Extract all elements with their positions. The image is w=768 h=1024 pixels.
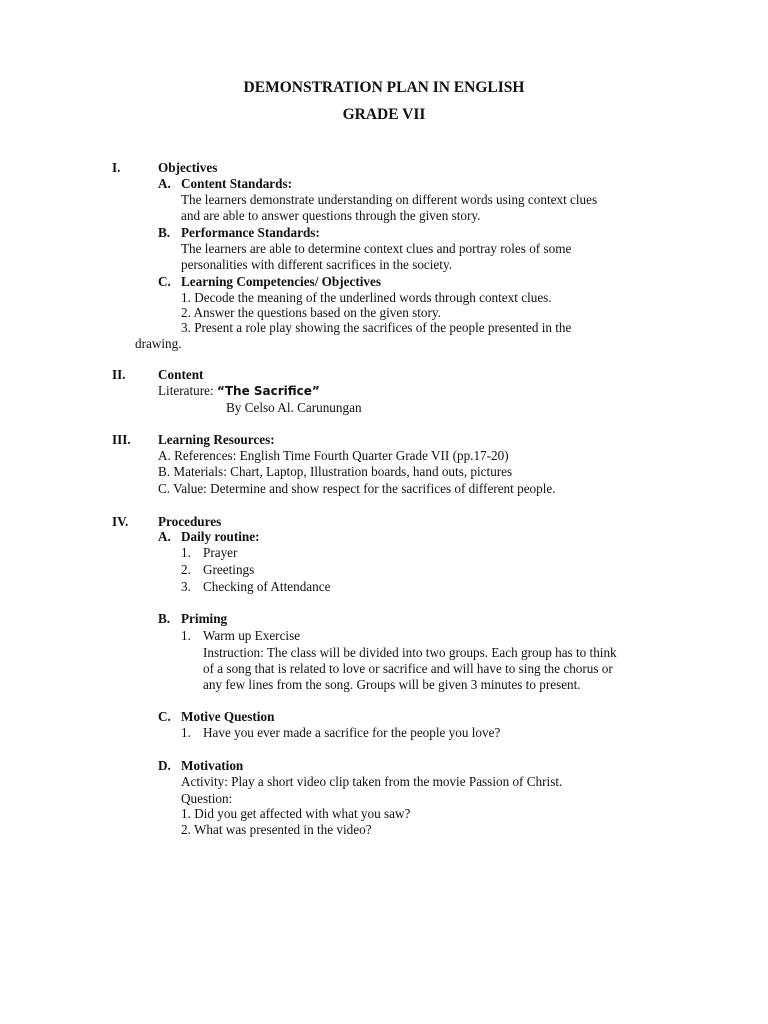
objective-b-line: The learners are able to determine context clues and portray roles of some: [181, 241, 572, 256]
priming-item-number: 1.: [181, 628, 191, 643]
objective-b-line: personalities with different sacrifices in the society.: [181, 257, 452, 272]
section-2-heading: Content: [158, 367, 204, 382]
motivation-question: 2. What was presented in the video?: [181, 822, 372, 837]
document-title: DEMONSTRATION PLAN IN ENGLISH: [243, 79, 525, 96]
routine-item-number: 1.: [181, 545, 191, 560]
motivation-question: 1. Did you get affected with what you saw?: [181, 806, 411, 821]
literature-line: [158, 383, 320, 399]
objective-b-letter: B.: [158, 225, 171, 240]
section-1-number: I.: [112, 160, 121, 175]
motive-question-number: 1.: [181, 725, 191, 740]
section-1-heading: Objectives: [158, 160, 218, 175]
procedure-c-title: Motive Question: [181, 709, 275, 724]
section-3-heading: Learning Resources:: [158, 432, 275, 447]
literature-title: “The Sacrifice”: [216, 384, 320, 398]
routine-item: Greetings: [203, 562, 255, 577]
procedure-a-letter: A.: [158, 529, 171, 544]
objective-a-line: The learners demonstrate understanding on different words using context clues: [181, 192, 598, 207]
objective-c-letter: C.: [158, 274, 171, 289]
priming-item: Warm up Exercise: [203, 628, 301, 643]
competency-item: 1. Decode the meaning of the underlined words through context clues.: [181, 290, 552, 305]
procedure-a-title: Daily routine:: [181, 529, 260, 544]
section-4-heading: Procedures: [158, 514, 222, 529]
procedure-d-title: Motivation: [181, 758, 244, 773]
competency-item: 3. Present a role play showing the sacrifices of the people presented in the: [181, 320, 572, 335]
literature-author: By Celso Al. Carunungan: [226, 400, 362, 415]
priming-instruction-line: any few lines from the song. Groups will be given 3 minutes to present.: [203, 677, 581, 692]
objective-c-title: Learning Competencies/ Objectives: [181, 274, 381, 289]
motivation-activity: Activity: Play a short video clip taken from the movie Passion of Christ.: [181, 774, 563, 789]
motivation-question-label: Question:: [181, 791, 233, 806]
routine-item: Prayer: [203, 545, 238, 560]
procedure-c-letter: C.: [158, 709, 171, 724]
resource-item: C. Value: Determine and show respect for the sacrifices of different people.: [158, 481, 556, 496]
objective-b-title: Performance Standards:: [181, 225, 320, 240]
routine-item-number: 2.: [181, 562, 191, 577]
priming-instruction-line: of a song that is related to love or sacrifice and will have to sing the chorus or: [203, 661, 613, 676]
competency-item: 2. Answer the questions based on the given story.: [181, 305, 441, 320]
objective-a-letter: A.: [158, 176, 171, 191]
procedure-d-letter: D.: [158, 758, 171, 773]
priming-instruction-line: Instruction: The class will be divided into two groups. Each group has to think: [203, 645, 617, 660]
motive-question: Have you ever made a sacrifice for the people you love?: [203, 725, 501, 740]
competency-item-continued: drawing.: [135, 336, 182, 351]
section-3-number: III.: [112, 432, 131, 447]
document-subtitle: GRADE VII: [342, 106, 426, 123]
routine-item: Checking of Attendance: [203, 579, 331, 594]
objective-a-line: and are able to answer questions through the given story.: [181, 208, 481, 223]
procedure-b-letter: B.: [158, 611, 171, 626]
resource-item: A. References: English Time Fourth Quarter Grade VII (pp.17-20): [158, 448, 509, 463]
resource-item: B. Materials: Chart, Laptop, Illustration boards, hand outs, pictures: [158, 464, 513, 479]
section-4-number: IV.: [112, 514, 129, 529]
section-2-number: II.: [112, 367, 126, 382]
procedure-b-title: Priming: [181, 611, 228, 626]
objective-a-title: Content Standards:: [181, 176, 293, 191]
literature-label: Literature:: [158, 383, 217, 398]
routine-item-number: 3.: [181, 579, 191, 594]
